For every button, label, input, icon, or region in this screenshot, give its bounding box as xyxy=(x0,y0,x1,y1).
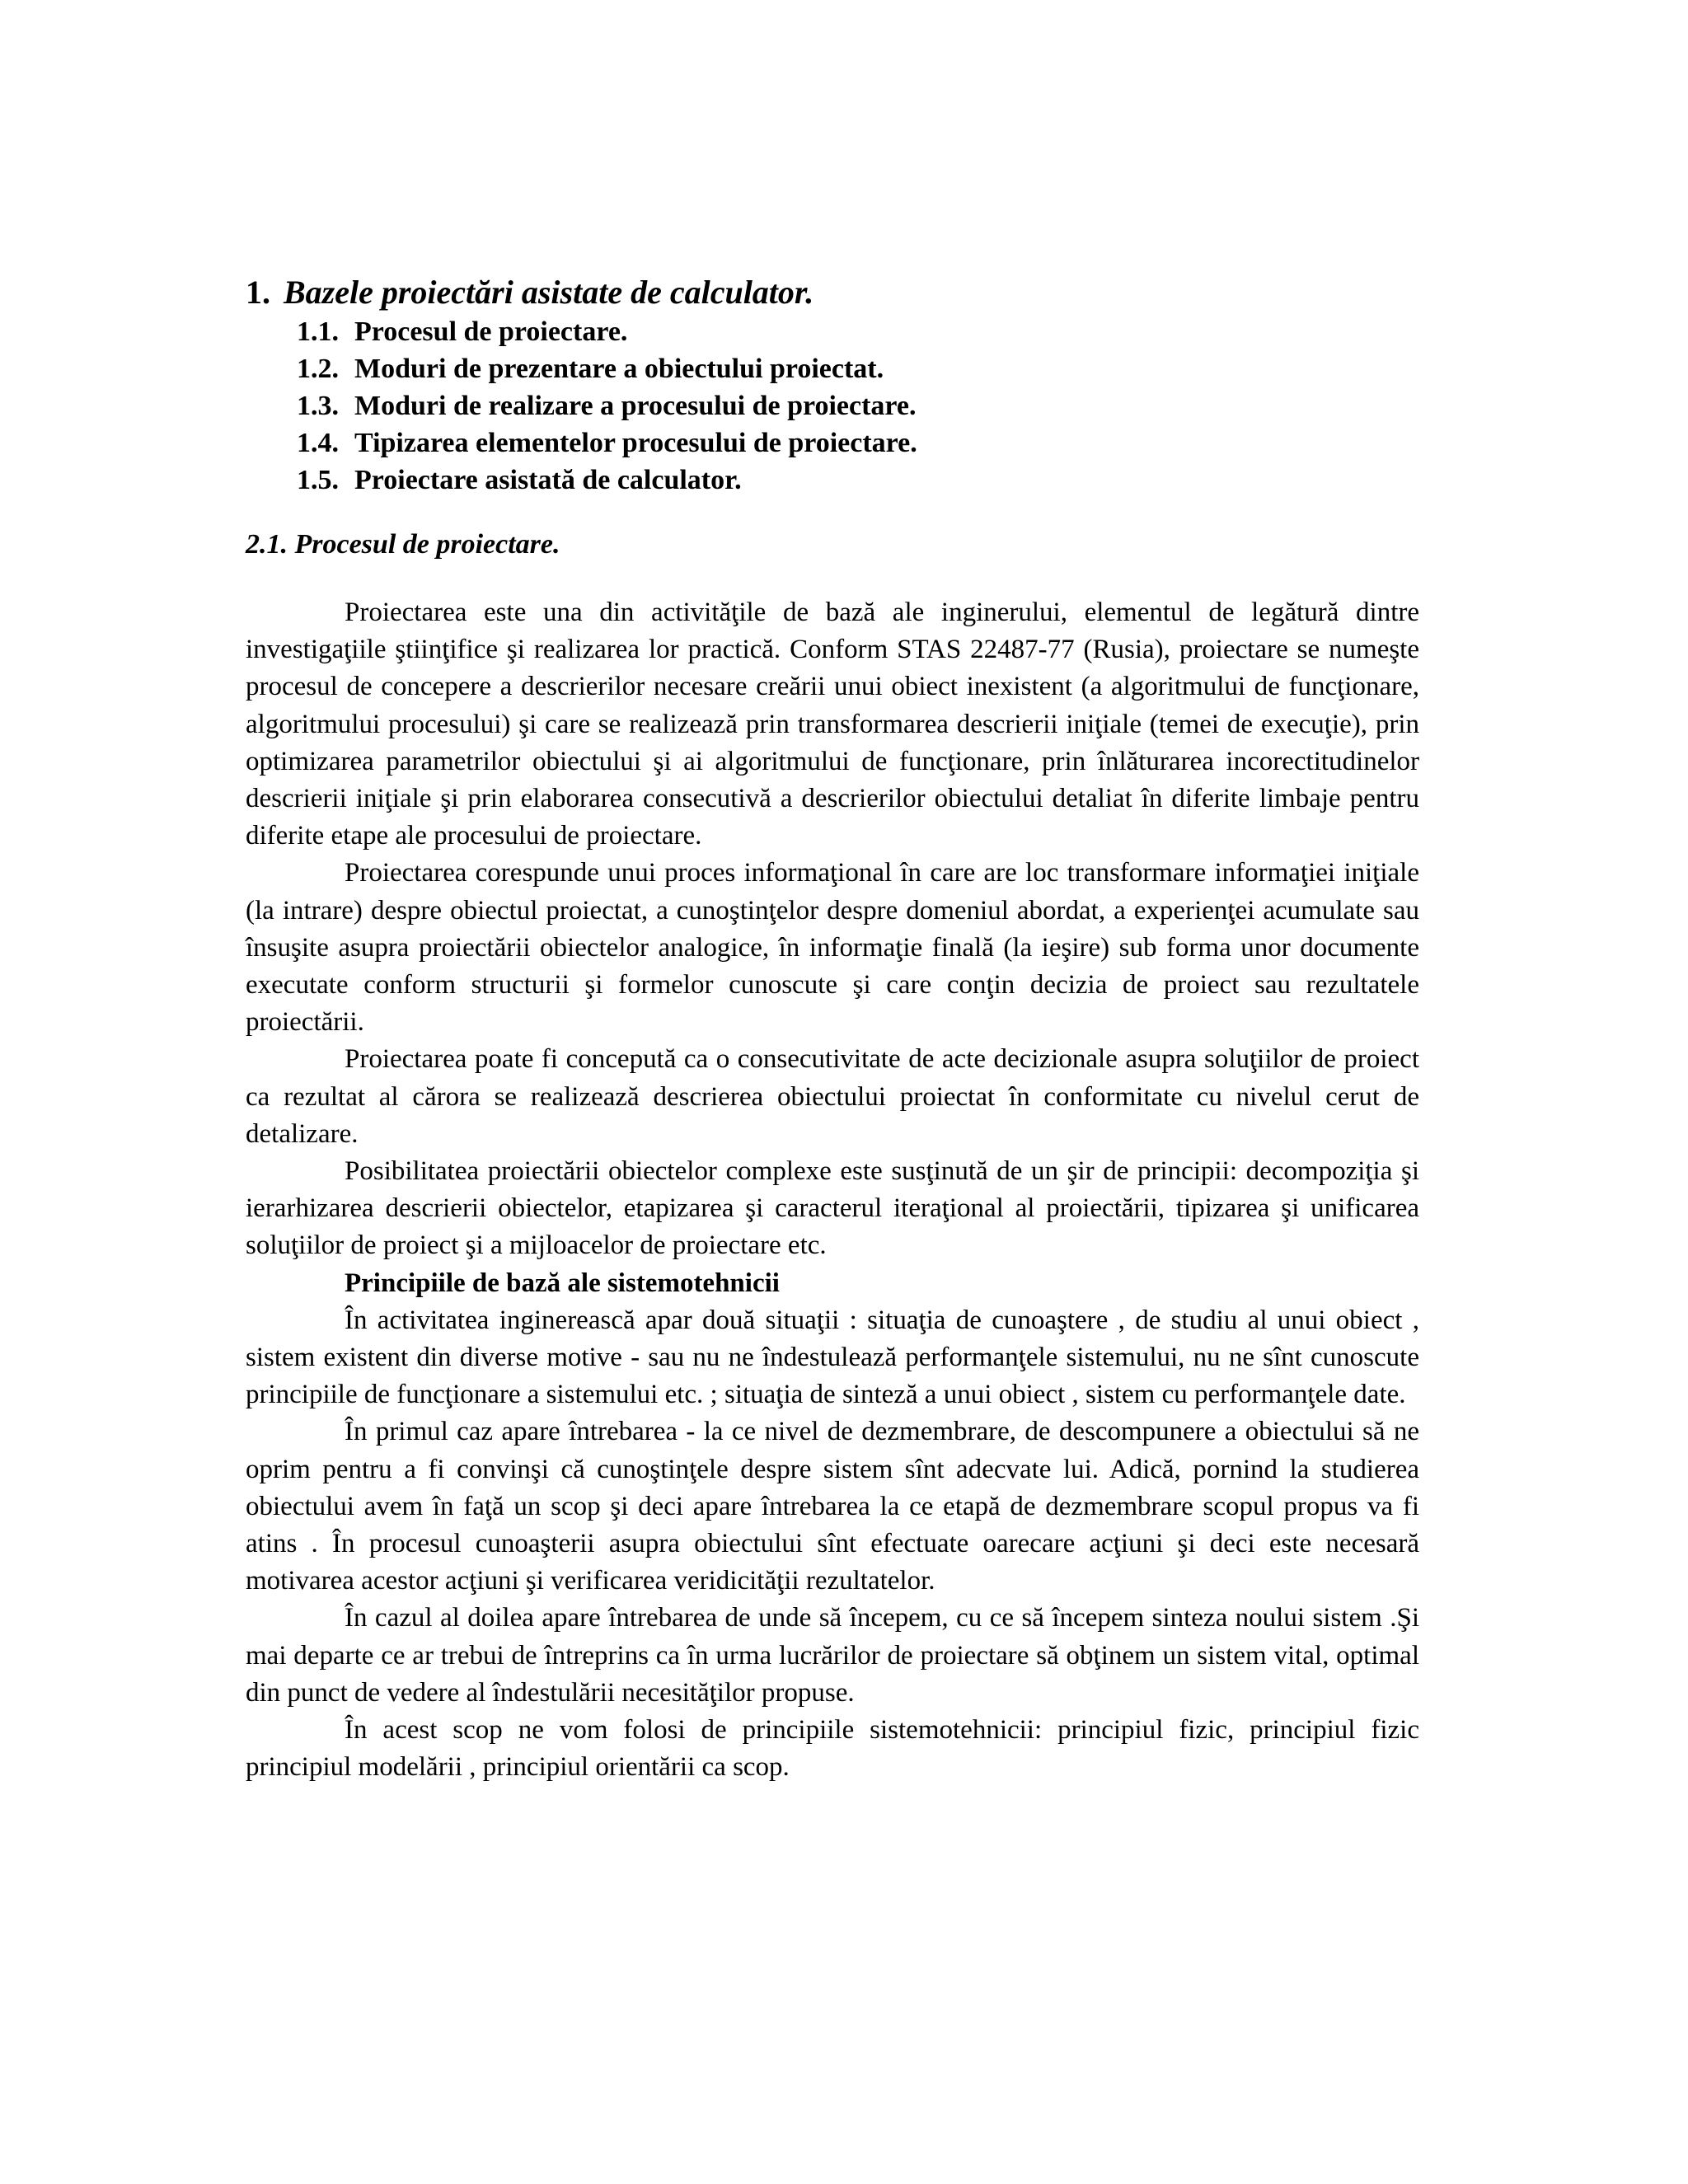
toc-item-label: Procesul de proiectare. xyxy=(354,316,628,347)
toc-item-number: 1.2. xyxy=(297,354,339,384)
chapter-title-text: Bazele proiectări asistate de calculator. xyxy=(284,274,814,311)
table-of-contents xyxy=(246,313,1419,499)
paragraph: În acest scop ne vom folosi de principiile sistemotehnicii: principiul fizic, principiul fizic principiul modelării , principiul orientării ca scop. xyxy=(246,1715,1419,1783)
toc-item xyxy=(297,462,1419,499)
paragraph: În activitatea inginerească apar două situaţii : situaţia de cunoaştere , de studiu al unui obiect , sistem existent din diverse motive - sau nu ne îndestulează performanţele sistemului, nu ne sînt cunoscute principiile de funcţionare a sistemului etc. ; situaţia de sinteză a unui obiect , sistem cu performanţele date. xyxy=(246,1305,1419,1410)
toc-item xyxy=(297,350,1419,387)
toc-item xyxy=(297,424,1419,462)
toc-item-number: 1.5. xyxy=(297,465,339,495)
toc-item-label: Moduri de prezentare a obiectului proiectat. xyxy=(354,354,884,384)
paragraph: În cazul al doilea apare întrebarea de unde să începem, cu ce să începem sinteza noului sistem .Şi mai departe ce ar trebui de întreprins ca în urma lucrărilor de proiectare să obţinem un sistem vital, optimal din punct de vedere al îndestulării necesităţilor propuse. xyxy=(246,1603,1419,1708)
document-page xyxy=(246,272,1419,1787)
toc-item-label: Moduri de realizare a procesului de proiectare. xyxy=(354,391,917,421)
toc-item xyxy=(297,387,1419,424)
paragraph: Proiectarea poate fi concepută ca o consecutivitate de acte decizionale asupra soluţiilor de proiect ca rezultat al cărora se realizează descrierea obiectului proiectat în conformitate cu nivelul cerut de detalizare. xyxy=(246,1044,1419,1149)
paragraph: Proiectarea este una din activităţile de bază ale inginerului, elementul de legătură dintre investigaţiile ştiinţifice şi realizarea lor practică. Conform STAS 22487-77 (Rusia), proiectare se numeşte procesul de concepere a descrierilor necesare creării unui obiect inexistent (a algoritmului de funcţionare, algoritmului procesului) şi care se realizează prin transformarea descrierii iniţiale (temei de execuţie), prin optimizarea parametrilor obiectului şi ai algoritmului de funcţionare, prin înlăturarea incorectitudinelor descrierii iniţiale şi prin elaborarea consecutivă a descrierilor obiectului detaliat în diferite limbaje pentru diferite etape ale procesului de proiectare. xyxy=(246,598,1419,851)
chapter-title xyxy=(246,272,1419,313)
toc-item xyxy=(297,313,1419,350)
paragraph: În primul caz apare întrebarea - la ce nivel de dezmembrare, de descompunere a obiectului să ne oprim pentru a fi convinşi că cunoştinţele despre sistem sînt adecvate lui. Adică, pornind la studierea obiectului avem în faţă un scop şi deci apare întrebarea la ce etapă de dezmembrare scopul propus va fi atins . În procesul cunoaşterii asupra obiectului sînt efectuate oarecare acţiuni şi deci este necesară motivarea acestor acţiuni şi verificarea veridicităţii rezultatelor. xyxy=(246,1417,1419,1596)
body-text xyxy=(246,594,1419,1787)
subheading: Principiile de bază ale sistemotehnicii xyxy=(345,1268,780,1298)
toc-item-label: Tipizarea elementelor procesului de proiectare. xyxy=(354,428,917,458)
paragraph: Posibilitatea proiectării obiectelor complexe este susţinută de un şir de principii: decompoziţia şi ierarhizarea descrierii obiectelor, etapizarea şi caracterul iteraţional al proiectării, tipizarea şi unificarea soluţiilor de proiect şi a mijloacelor de proiectare etc. xyxy=(246,1156,1419,1261)
toc-item-label: Proiectare asistată de calculator. xyxy=(354,465,742,495)
toc-item-number: 1.1. xyxy=(297,316,339,347)
paragraph: Proiectarea corespunde unui proces informaţional în care are loc transformare informaţiei iniţiale (la intrare) despre obiectul proiectat, a cunoştinţelor despre domeniul abordat, a experienţei acumulate sau însuşite asupra proiectării obiectelor analogice, în informaţie finală (la ieşire) sub forma unor documente executate conform structurii şi formelor cunoscute şi care conţin decizia de proiect sau rezultatele proiectării. xyxy=(246,858,1419,1038)
section-title: 2.1. Procesul de proiectare. xyxy=(246,529,560,560)
toc-item-number: 1.4. xyxy=(297,428,339,458)
toc-item-number: 1.3. xyxy=(297,391,339,421)
chapter-number: 1. xyxy=(246,274,270,311)
